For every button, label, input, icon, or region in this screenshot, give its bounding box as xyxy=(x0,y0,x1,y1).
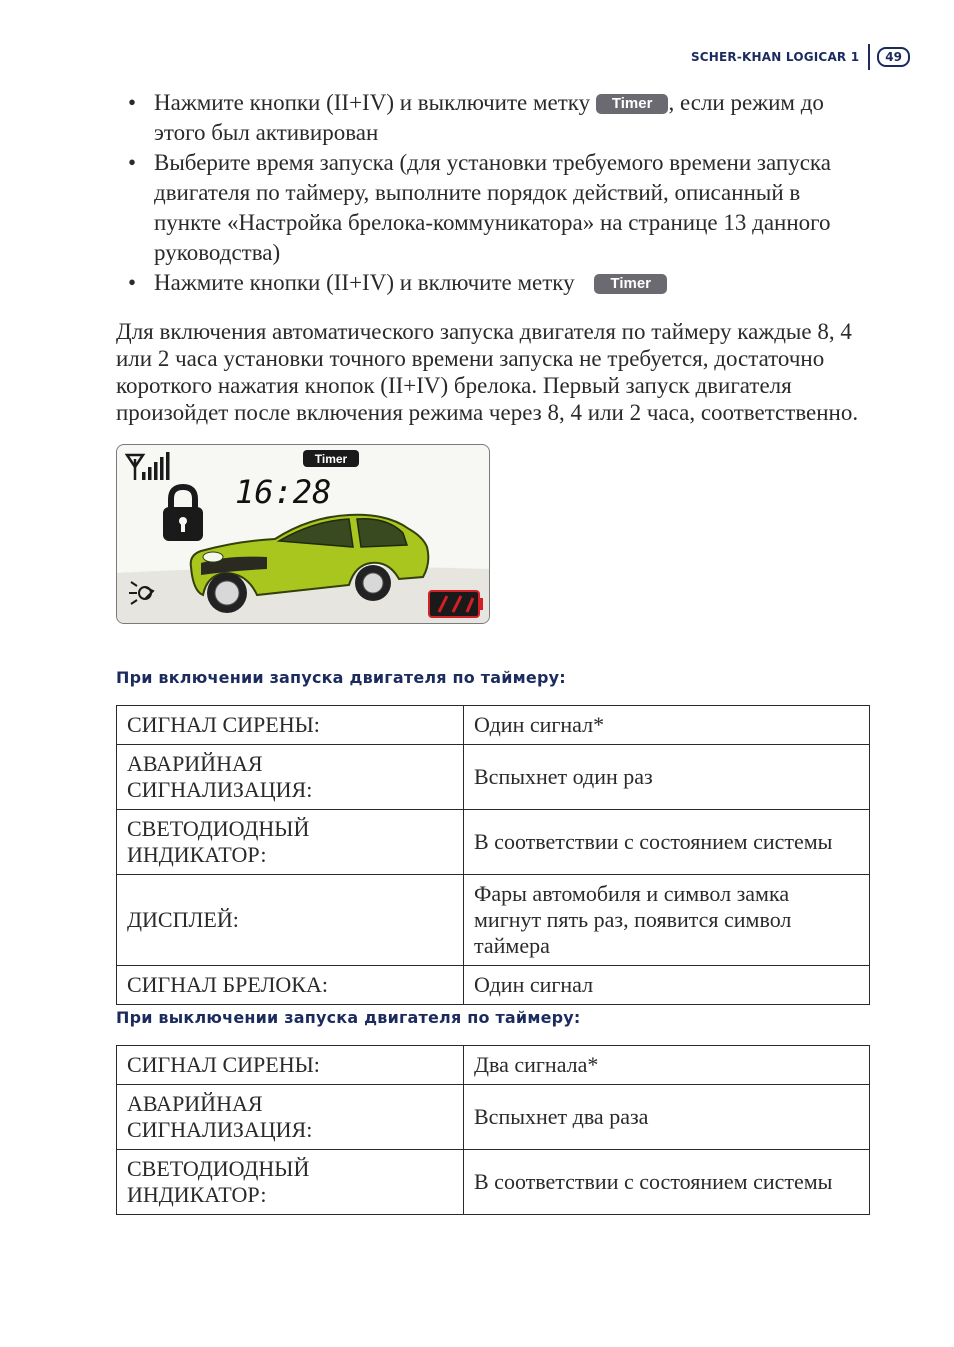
signal-strength-icon xyxy=(127,452,170,480)
disable-signals-table xyxy=(116,1045,870,1215)
row-key: СИГНАЛ БРЕЛОКА: xyxy=(117,966,464,1005)
row-key: АВАРИЙНАЯ СИГНАЛИЗАЦИЯ: xyxy=(117,745,464,810)
row-value: Один сигнал xyxy=(464,966,870,1005)
row-value: Вспыхнет один раз xyxy=(464,745,870,810)
keyfob-display-illustration xyxy=(116,444,490,624)
row-key: СИГНАЛ СИРЕНЫ: xyxy=(117,1046,464,1085)
row-key: СВЕТОДИОДНЫЙ ИНДИКАТОР: xyxy=(117,1150,464,1215)
instruction-list xyxy=(128,88,848,298)
body-paragraph: Для включения автоматического запуска двигателя по таймеру каждые 8, 4 или 2 часа установки точного времени запуска не требуется, достаточно короткого нажатия кнопок (II+IV) брелока. Первый запуск двигателя произойдет после включения режима через 8, 4 или 2 часа, соответственно. xyxy=(116,319,859,425)
table-row xyxy=(117,875,870,966)
table-row xyxy=(117,1046,870,1085)
instruction-item: • Нажмите кнопки (II+IV) и включите метку Timer xyxy=(128,268,848,298)
section-title-disable: При выключении запуска двигателя по таймеру: xyxy=(116,1008,581,1027)
row-key: СИГНАЛ СИРЕНЫ: xyxy=(117,706,464,745)
lock-icon xyxy=(163,487,203,541)
row-value: Два сигнала* xyxy=(464,1046,870,1085)
car-headlight xyxy=(203,552,223,562)
row-value: Фары автомобиля и символ замка мигнут пять раз, появится символ таймера xyxy=(464,875,870,966)
instruction-item: • Нажмите кнопки (II+IV) и выключите метку Timer , если режим до этого был активирован xyxy=(128,88,848,148)
timer-indicator-label: Timer xyxy=(314,452,348,466)
enable-signals-table xyxy=(116,705,870,1005)
page-number: 49 xyxy=(877,47,910,67)
timer-badge: Timer xyxy=(596,94,669,114)
page-header xyxy=(691,44,910,70)
instruction-item: • Выберите время запуска (для установки требуемого времени запуска двигателя по таймеру, выполните порядок действий, описанный в пункте «Настройка брелока-коммуникатора» на странице 13 данного руководства) xyxy=(128,148,848,268)
table-row xyxy=(117,745,870,810)
section-title-enable: При включении запуска двигателя по таймеру: xyxy=(116,668,566,687)
table-row xyxy=(117,1085,870,1150)
row-value: В соответствии с состоянием системы xyxy=(464,1150,870,1215)
row-key: СВЕТОДИОДНЫЙ ИНДИКАТОР: xyxy=(117,810,464,875)
table-row xyxy=(117,810,870,875)
table-row xyxy=(117,1150,870,1215)
row-value: Один сигнал* xyxy=(464,706,870,745)
header-divider xyxy=(868,44,870,70)
timer-indicator xyxy=(303,450,359,467)
battery-icon xyxy=(429,591,483,617)
display-screen xyxy=(117,445,489,623)
brand-name: SCHER-KHAN LOGICAR 1 xyxy=(690,50,860,64)
timer-badge: Timer xyxy=(594,274,667,294)
row-value: Вспыхнет два раза xyxy=(464,1085,870,1150)
row-value: В соответствии с состоянием системы xyxy=(464,810,870,875)
clock-time: 16:28 xyxy=(235,473,332,511)
table-row xyxy=(117,706,870,745)
table-row xyxy=(117,966,870,1005)
row-key: ДИСПЛЕЙ: xyxy=(117,875,464,966)
row-key: АВАРИЙНАЯ СИГНАЛИЗАЦИЯ: xyxy=(117,1085,464,1150)
